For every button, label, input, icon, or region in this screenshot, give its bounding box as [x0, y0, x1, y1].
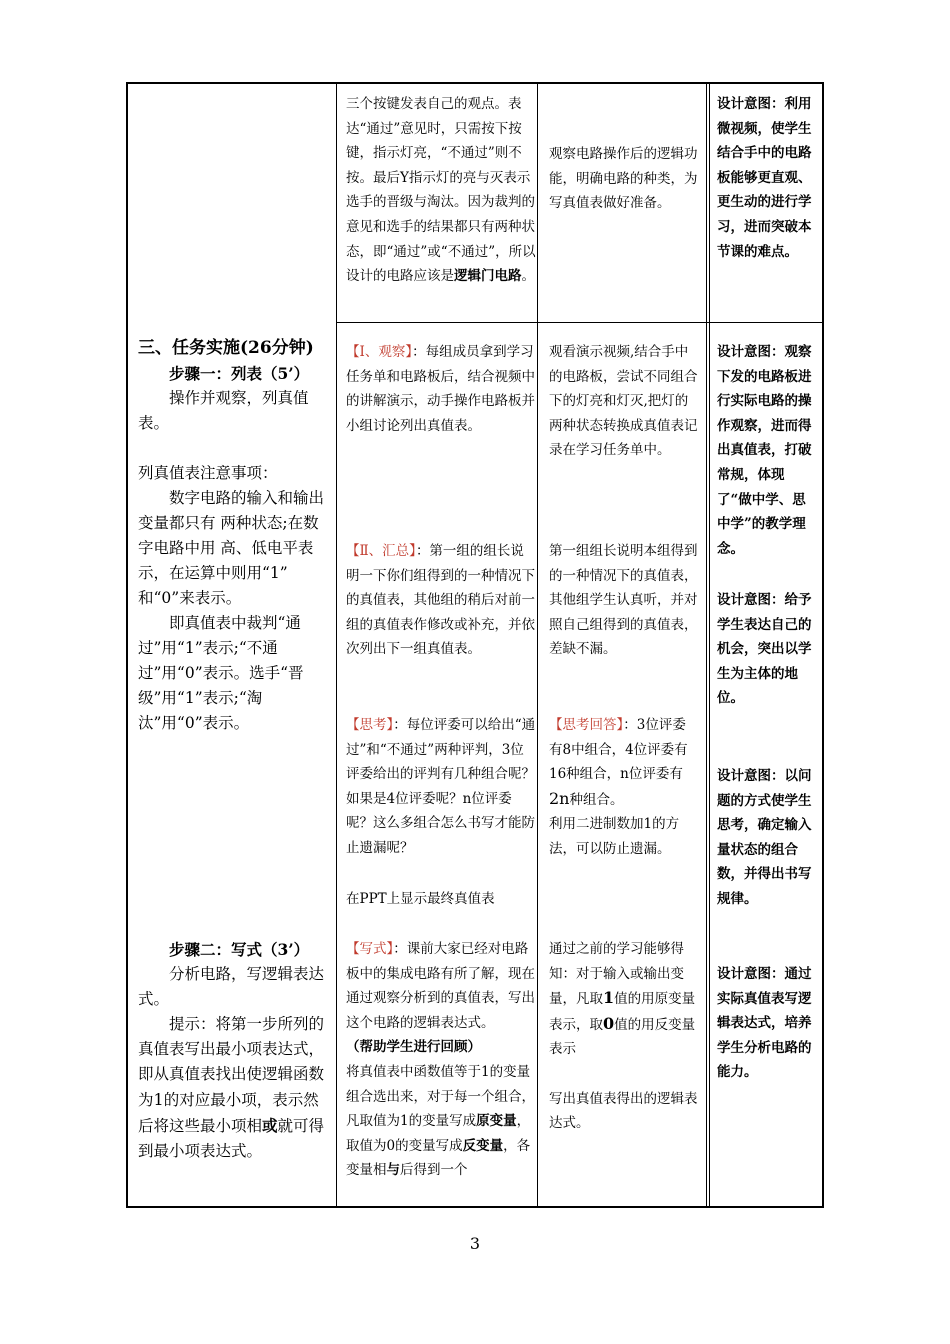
column-divider	[537, 84, 538, 1206]
lesson-plan-table	[126, 82, 824, 1208]
step2-desc: 分析电路，写逻辑表达式。	[138, 965, 325, 1008]
step1-desc: 操作并观察，列真值表。	[138, 389, 309, 432]
student-summary: 第一组组长说明本组得到的一种情况下的真值表，其他组学生认真听，并对照自己组得到的真值表，差缺不漏。	[549, 543, 698, 658]
top-design-intent: 设计意图：利用微视频，使学生结合手中的电路板能够更直观、更生动的进行学习，进而突破本节课的难点。	[717, 96, 812, 260]
step2-title: 步骤二：写式（3’）	[169, 940, 310, 959]
intent-write: 设计意图：通过实际真值表写逻辑表达式，培养学生分析电路的能力。	[717, 966, 812, 1081]
column-divider	[336, 84, 337, 1206]
step1-title: 步骤一：列表（5’）	[169, 364, 310, 383]
intent-observe: 设计意图：观察下发的电路板进行实际电路的操作观察，进而得出真值表，打破常规，体现了“做中学、思中学”的教学理念。	[717, 344, 812, 557]
column-divider	[709, 84, 710, 1206]
student-write: 通过之前的学习能够得知：对于输入或输出变量，凡取1值的用原变量表示，取0值的用反变量表示 写出真值表得出的逻辑表达式。	[549, 941, 698, 1132]
intent-think: 设计意图：以问题的方式使学生思考，确定输入量状态的组合数，并得出书写规律。	[717, 768, 812, 907]
teacher-ppt: 在PPT上显示最终真值表	[346, 891, 495, 907]
row-divider	[336, 322, 822, 323]
top-student-text: 观察电路操作后的逻辑功能，明确电路的种类，为写真值表做好准备。	[549, 146, 698, 212]
teacher-observe: 【Ⅰ、观察】：每组成员拿到学习任务单和电路板后，结合视频中的讲解演示，动手操作电路板并小组讨论列出真值表。	[346, 344, 535, 434]
section-heading: 三、任务实施(26分钟)	[138, 338, 314, 358]
student-observe: 观看演示视频,结合手中的电路板，尝试不同组合下的灯亮和灯灭,把灯的两种状态转换成真值表记录在学习任务单中。	[549, 344, 698, 459]
step2-hint: 提示：将第一步所列的真值表写出最小项表达式，即从真值表找出使逻辑函数为1的对应最小项，表示然后将这些最小项相或就可得到最小项表达式。	[138, 1015, 325, 1160]
notes-p2: 即真值表中裁判“通过”用“1”表示;“不通过”用“0”表示。选手“晋级”用“1”表示;“淘汰”用“0”表示。	[138, 614, 304, 732]
task-column	[138, 336, 334, 736]
teacher-write: 【写式】：课前大家已经对电路板中的集成电路有所了解，现在通过观察分析到的真值表，写出这个电路的逻辑表达式。 （帮助学生进行回顾） 将真值表中函数值等于1的变量组合选出来，对于每一个组合，凡取值为1的变量写成原变量，取值为0的变量写成反变量，各变量相与后得到一个	[346, 941, 535, 1179]
intent-summary: 设计意图：给予学生表达自己的机会，突出以学生为主体的地位。	[717, 592, 812, 707]
column-divider	[706, 84, 707, 1206]
student-answer: 【思考回答】：3位评委有8中组合，4位评委有16种组合，n位评委有2n种组合。 利用二进制数加1的方法，可以防止遗漏。	[549, 717, 688, 857]
page-number: 3	[469, 1234, 481, 1253]
notes-p1: 数字电路的输入和输出变量都只有 两种状态;在数字电路中用 高、低电平表示，在运算中则用“1” 和“0”来表示。	[138, 489, 325, 607]
top-teacher-text: 三个按键发表自己的观点。表达“通过”意见时，只需按下按键，指示灯亮，“不通过”则不按。最后Y指示灯的亮与灭表示选手的晋级与淘汰。因为裁判的意见和选手的结果都只有两种状态，即“通过”或“不通过”，所以设计的电路应该是逻辑门电路。	[346, 96, 536, 285]
teacher-summary: 【Ⅱ、汇总】：第一组的组长说明一下你们组得到的一种情况下的真值表，其他组的稍后对前一组的真值表作修改或补充，并依次列出下一组真值表。	[346, 543, 535, 658]
notes-title: 列真值表注意事项：	[138, 464, 278, 482]
teacher-think: 【思考】：每位评委可以给出“通过”和“不通过”两种评判，3位评委给出的评判有几种组合呢？如果是4位评委呢？n位评委呢？这么多组合怎么书写才能防止遗漏呢？	[346, 717, 536, 856]
step2-column	[138, 937, 334, 1164]
